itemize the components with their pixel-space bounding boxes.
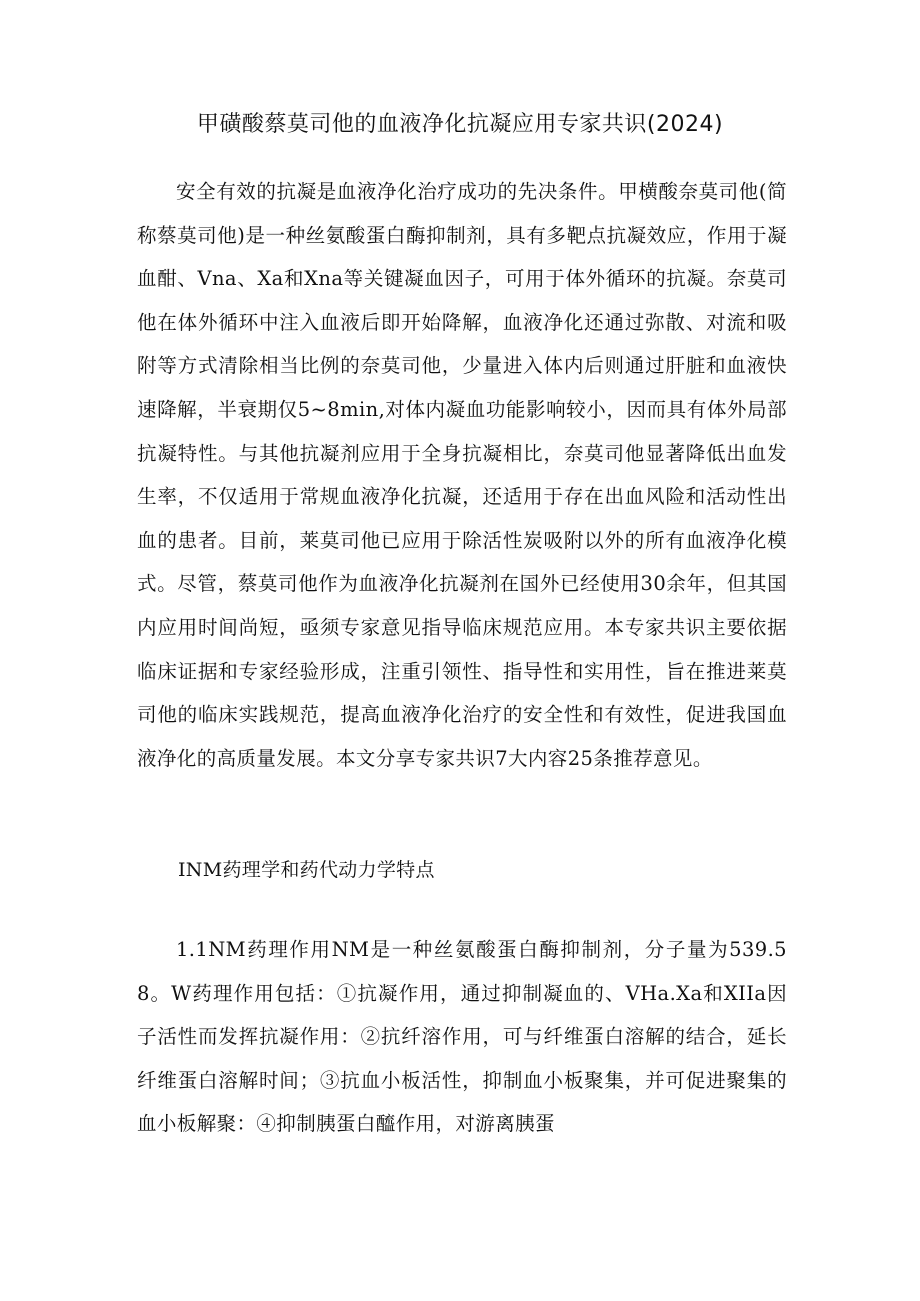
section-heading: INM药理学和药代动力学特点 bbox=[178, 859, 435, 881]
intro-paragraph: 安全有效的抗凝是血液净化治疗成功的先决条件。甲横酸奈莫司他(简称蔡莫司他)是一种丝氨酸蛋白酶抑制剂，具有多靶点抗凝效应，作用于凝血酣、Vna、Xa和Xna等关键凝血因子，可用于体外循环的抗凝。奈莫司他在体外循环中注入血液后即开始降解，血液净化还通过弥散、对流和吸附等方式清除相当比例的奈莫司他，少量进入体内后则通过肝脏和血液快速降解，半衰期仅5~8min,对体内凝血功能影响较小，因而具有体外局部抗凝特性。与其他抗凝剂应用于全身抗凝相比，奈莫司他显著降低出血发生率，不仅适用于常规血液净化抗凝，还适用于存在出血风险和活动性出血的患者。目前，莱莫司他已应用于除活性炭吸附以外的所有血液净化模式。尽管，蔡莫司他作为血液净化抗凝剂在国外已经使用30余年，但其国内应用时间尚短，亟须专家意见指导临床规范应用。本专家共识主要依据临床证据和专家经验形成，注重引领性、指导性和实用性，旨在推进莱莫司他的临床实践规范，提高血液净化治疗的安全性和有效性，促进我国血液净化的高质量发展。本文分享专家共识7大内容25条推荐意见。 bbox=[137, 180, 787, 770]
pharmacology-paragraph: 1.1NM药理作用NM是一种丝氨酸蛋白酶抑制剂，分子量为539.58。W药理作用包括：①抗凝作用，通过抑制凝血的、VHa.Xa和XIIa因子活性而发挥抗凝作用：②抗纤溶作用，可与纤维蛋白溶解的结合，延长纤维蛋白溶解时间；③抗血小板活性，抑制血小板聚集，并可促进聚集的血小板解聚：④抑制胰蛋白醯作用，对游离胰蛋 bbox=[137, 938, 787, 1136]
document-title: 甲磺酸蔡莫司他的血液净化抗凝应用专家共识(2024) bbox=[196, 112, 724, 137]
